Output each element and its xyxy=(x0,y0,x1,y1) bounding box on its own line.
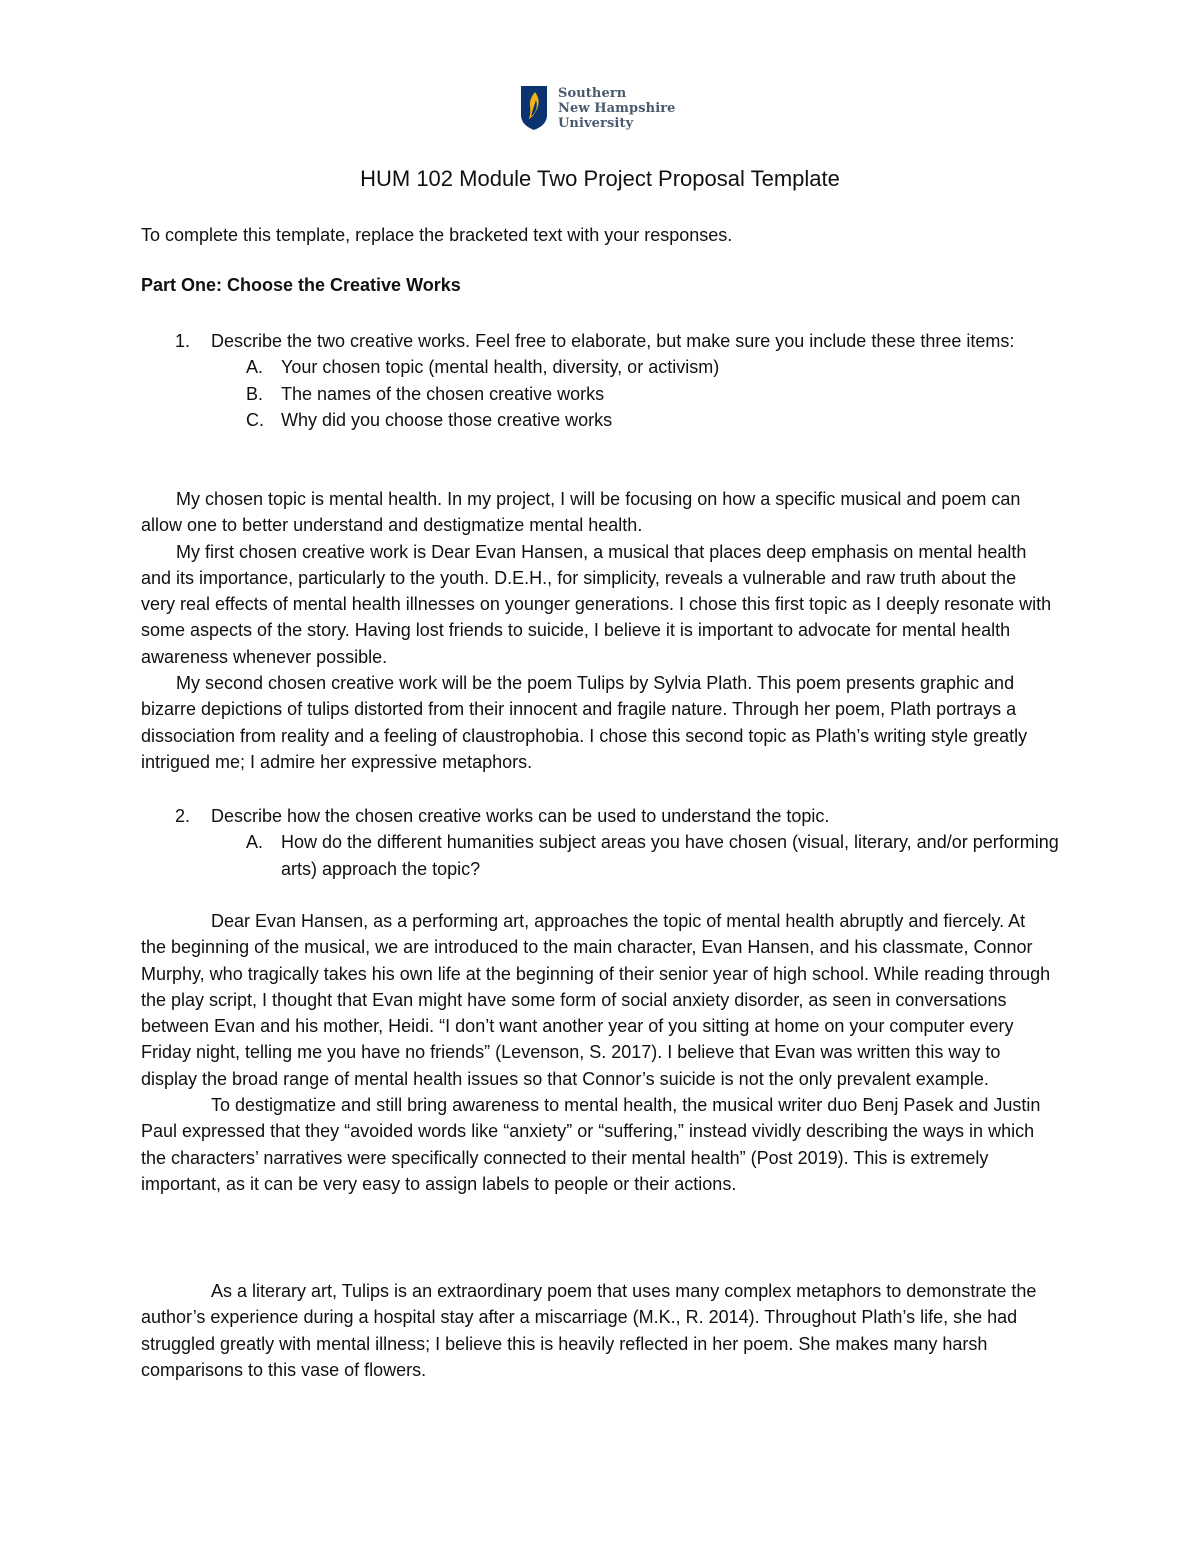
answer-2-paragraph-1: Dear Evan Hansen, as a performing art, approaches the topic of mental health abruptly and fiercely. At the beginning of the musical, we are introduced to the main character, Evan Hansen, and his classmate, Connor Murphy, who tragically takes his own life at the beginning of their senior year of high school. While reading through the play script, I thought that Evan might have some form of social anxiety disorder, as seen in conversations between Evan and his mother, Heidi. “I don’t want another year of you sitting at home on your computer every Friday night, telling me you have no friends” (Levenson, S. 2017). I believe that Evan was written this way to display the broad range of mental health issues so that Connor’s suicide is not the only prevalent example. xyxy=(141,911,1051,1089)
answer-2-performing-art xyxy=(141,908,1055,1197)
question-1-item-a xyxy=(141,354,1081,380)
answer-1-paragraph-3: My second chosen creative work will be the poem Tulips by Sylvia Plath. This poem presents graphic and bizarre depictions of tulips distorted from their innocent and fragile nature. Through her poem, Plath portrays a dissociation from reality and a feeling of claustrophobia. I chose this second topic as Plath’s writing style greatly intrigued me; I admire her expressive metaphors. xyxy=(141,673,1028,772)
item-text: Why did you choose those creative works xyxy=(281,409,613,430)
item-letter: A. xyxy=(246,832,264,853)
snhu-shield-flame-icon xyxy=(520,85,548,131)
logo-line-2: New Hampshire xyxy=(558,100,676,116)
question-2-text: Describe how the chosen creative works can be used to understand the topic. xyxy=(211,806,830,826)
question-1-item-b xyxy=(141,381,1081,407)
item-letter: C. xyxy=(246,409,264,430)
answer-2-literary-art xyxy=(141,1278,1055,1383)
answer-1-paragraph-2: My first chosen creative work is Dear Evan Hansen, a musical that places deep emphasis on mental health and its importance, particularly to the youth. D.E.H., for simplicity, reveals a vulnerable and raw truth about the very real effects of mental health illnesses on younger generations. I chose this first topic as I deeply resonate with some aspects of the story. Having lost friends to suicide, I believe it is important to advocate for mental health awareness whenever possible. xyxy=(141,541,1052,667)
answer-1 xyxy=(141,486,1055,775)
question-2 xyxy=(141,803,1081,882)
item-text: How do the different humanities subject areas you have chosen (visual, literary, and/or performing arts) approach the topic? xyxy=(281,832,1059,879)
part-one-heading: Part One: Choose the Creative Works xyxy=(141,275,461,295)
document-title: HUM 102 Module Two Project Proposal Template xyxy=(360,166,840,191)
answer-2-paragraph-3: As a literary art, Tulips is an extraordinary poem that uses many complex metaphors to demonstrate the author’s experience during a hospital stay after a miscarriage (M.K., R. 2014). Throughout Plath’s life, she had struggled greatly with mental illness; I believe this is heavily reflected in her poem. She makes many harsh comparisons to this vase of flowers. xyxy=(141,1281,1037,1380)
item-text: The names of the chosen creative works xyxy=(281,383,605,404)
question-1-prompt xyxy=(141,328,1081,354)
question-1-text: Describe the two creative works. Feel free to elaborate, but make sure you include these three items: xyxy=(211,331,1015,351)
question-2-number: 2. xyxy=(175,806,191,826)
question-2-prompt xyxy=(141,803,1081,829)
question-2-item-a xyxy=(141,829,1081,882)
question-1-item-c xyxy=(141,407,1081,433)
intro-instructions: To complete this template, replace the bracketed text with your responses. xyxy=(141,225,733,245)
item-letter: B. xyxy=(246,383,264,404)
logo-wordmark xyxy=(558,86,676,131)
question-1 xyxy=(141,328,1081,433)
logo-line-1: Southern xyxy=(558,85,627,101)
item-letter: A. xyxy=(246,357,264,378)
question-1-number: 1. xyxy=(175,331,191,351)
university-logo xyxy=(520,84,676,132)
item-text: Your chosen topic (mental health, diversity, or activism) xyxy=(281,357,720,378)
logo-line-3: University xyxy=(558,115,634,131)
answer-1-paragraph-1: My chosen topic is mental health. In my project, I will be focusing on how a specific musical and poem can allow one to better understand and destigmatize mental health. xyxy=(141,489,1021,536)
answer-2-paragraph-2: To destigmatize and still bring awareness to mental health, the musical writer duo Benj Pasek and Justin Paul expressed that they “avoided words like “anxiety” or “suffering,” instead vividly describing the ways in which the characters’ narratives were specifically connected to their mental health” (Post 2019). This is extremely important, as it can be very easy to assign labels to people or their actions. xyxy=(141,1095,1041,1194)
